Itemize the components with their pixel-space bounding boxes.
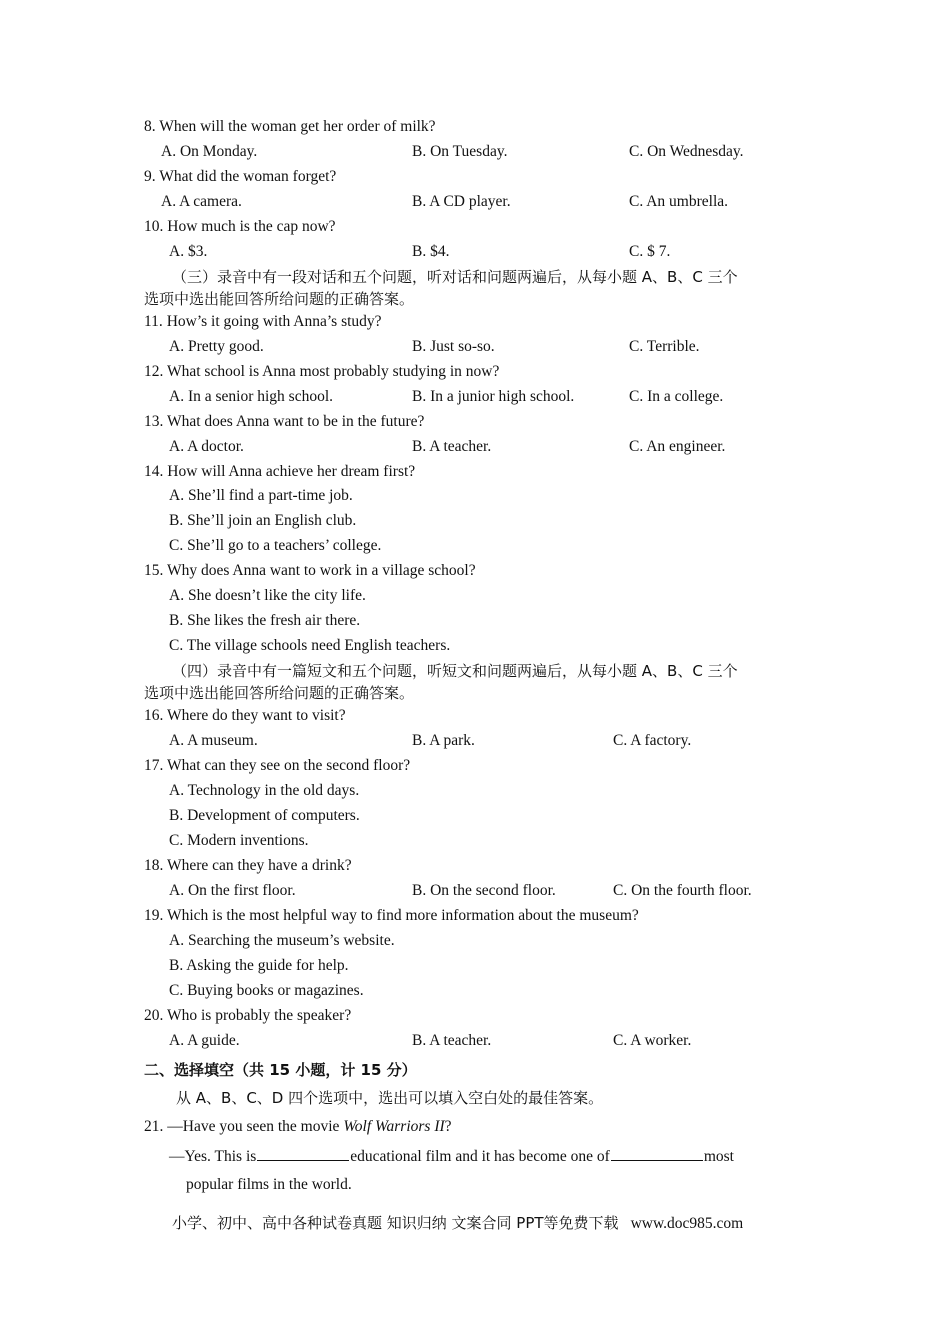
question-10: 10. How much is the cap now?: [144, 218, 336, 235]
option-16a: A. A museum.: [169, 732, 258, 749]
option-11b: B. Just so-so.: [412, 338, 495, 355]
option-14a: A. She’ll find a part-time job.: [169, 487, 353, 504]
option-12b: B. In a junior high school.: [412, 388, 575, 405]
question-19: 19. Which is the most helpful way to find more information about the museum?: [144, 907, 639, 924]
option-14c: C. She’ll go to a teachers’ college.: [169, 537, 382, 554]
option-20c: C. A worker.: [613, 1032, 692, 1049]
option-15b: B. She likes the fresh air there.: [169, 612, 361, 629]
option-11c: C. Terrible.: [629, 338, 700, 355]
option-9a: A. A camera.: [161, 193, 242, 210]
option-14b: B. She’ll join an English club.: [169, 512, 357, 529]
option-17b: B. Development of computers.: [169, 807, 360, 824]
option-20b: B. A teacher.: [412, 1032, 492, 1049]
option-8a: A. On Monday.: [161, 143, 258, 160]
option-16b: B. A park.: [412, 732, 475, 749]
question-8: 8. When will the woman get her order of milk?: [144, 118, 436, 135]
option-18c: C. On the fourth floor.: [613, 882, 752, 899]
option-9b: B. A CD player.: [412, 193, 511, 210]
answer-blank-2[interactable]: [611, 1146, 703, 1161]
option-15a: A. She doesn’t like the city life.: [169, 587, 366, 604]
section3-instruction-line2: 选项中选出能回答所给问题的正确答案。: [144, 290, 415, 308]
option-17a: A. Technology in the old days.: [169, 782, 360, 799]
option-9c: C. An umbrella.: [629, 193, 729, 210]
part2-instruction: 从 A、B、C、D 四个选项中，选出可以填入空白处的最佳答案。: [176, 1089, 604, 1107]
option-18b: B. On the second floor.: [412, 882, 556, 899]
question-21: 21. —Have you seen the movie Wolf Warriors II?: [144, 1118, 452, 1135]
question-11: 11. How’s it going with Anna’s study?: [144, 313, 382, 330]
option-12c: C. In a college.: [629, 388, 724, 405]
question-21-reply: —Yes. This is educational film and it has become one of most: [169, 1148, 734, 1165]
option-13b: B. A teacher.: [412, 438, 492, 455]
option-17c: C. Modern inventions.: [169, 832, 309, 849]
footer-url[interactable]: www.doc985.com: [630, 1215, 744, 1232]
question-21-reply-cont: popular films in the world.: [186, 1176, 352, 1193]
question-12: 12. What school is Anna most probably studying in now?: [144, 363, 500, 380]
section3-instruction-line1: （三）录音中有一段对话和五个问题，听对话和问题两遍后，从每小题 A、B、C 三个: [172, 268, 738, 286]
option-18a: A. On the first floor.: [169, 882, 296, 899]
question-17: 17. What can they see on the second floor?: [144, 757, 411, 774]
footer: [172, 1212, 743, 1233]
option-10a: A. $3.: [169, 243, 208, 260]
question-20: 20. Who is probably the speaker?: [144, 1007, 352, 1024]
answer-blank-1[interactable]: [257, 1146, 349, 1161]
option-20a: A. A guide.: [169, 1032, 240, 1049]
part2-heading: 二、选择填空（共 15 小题，计 15 分）: [144, 1061, 417, 1079]
question-13: 13. What does Anna want to be in the future?: [144, 413, 425, 430]
option-19b: B. Asking the guide for help.: [169, 957, 349, 974]
option-19a: A. Searching the museum’s website.: [169, 932, 395, 949]
movie-title: Wolf Warriors II: [343, 1118, 445, 1135]
question-9: 9. What did the woman forget?: [144, 168, 337, 185]
question-14: 14. How will Anna achieve her dream first?: [144, 463, 416, 480]
option-8b: B. On Tuesday.: [412, 143, 508, 160]
question-18: 18. Where can they have a drink?: [144, 857, 352, 874]
option-8c: C. On Wednesday.: [629, 143, 744, 160]
question-15: 15. Why does Anna want to work in a village school?: [144, 562, 476, 579]
option-15c: C. The village schools need English teachers.: [169, 637, 451, 654]
option-13a: A. A doctor.: [169, 438, 244, 455]
option-11a: A. Pretty good.: [169, 338, 264, 355]
section4-instruction-line2: 选项中选出能回答所给问题的正确答案。: [144, 684, 415, 702]
section4-instruction-line1: （四）录音中有一篇短文和五个问题，听短文和问题两遍后，从每小题 A、B、C 三个: [172, 662, 738, 680]
option-10c: C. $ 7.: [629, 243, 671, 260]
option-13c: C. An engineer.: [629, 438, 726, 455]
option-19c: C. Buying books or magazines.: [169, 982, 364, 999]
option-16c: C. A factory.: [613, 732, 692, 749]
question-16: 16. Where do they want to visit?: [144, 707, 346, 724]
footer-text: 小学、初中、高中各种试卷真题 知识归纳 文案合同 PPT等免费下载: [172, 1214, 619, 1232]
option-12a: A. In a senior high school.: [169, 388, 334, 405]
option-10b: B. $4.: [412, 243, 450, 260]
